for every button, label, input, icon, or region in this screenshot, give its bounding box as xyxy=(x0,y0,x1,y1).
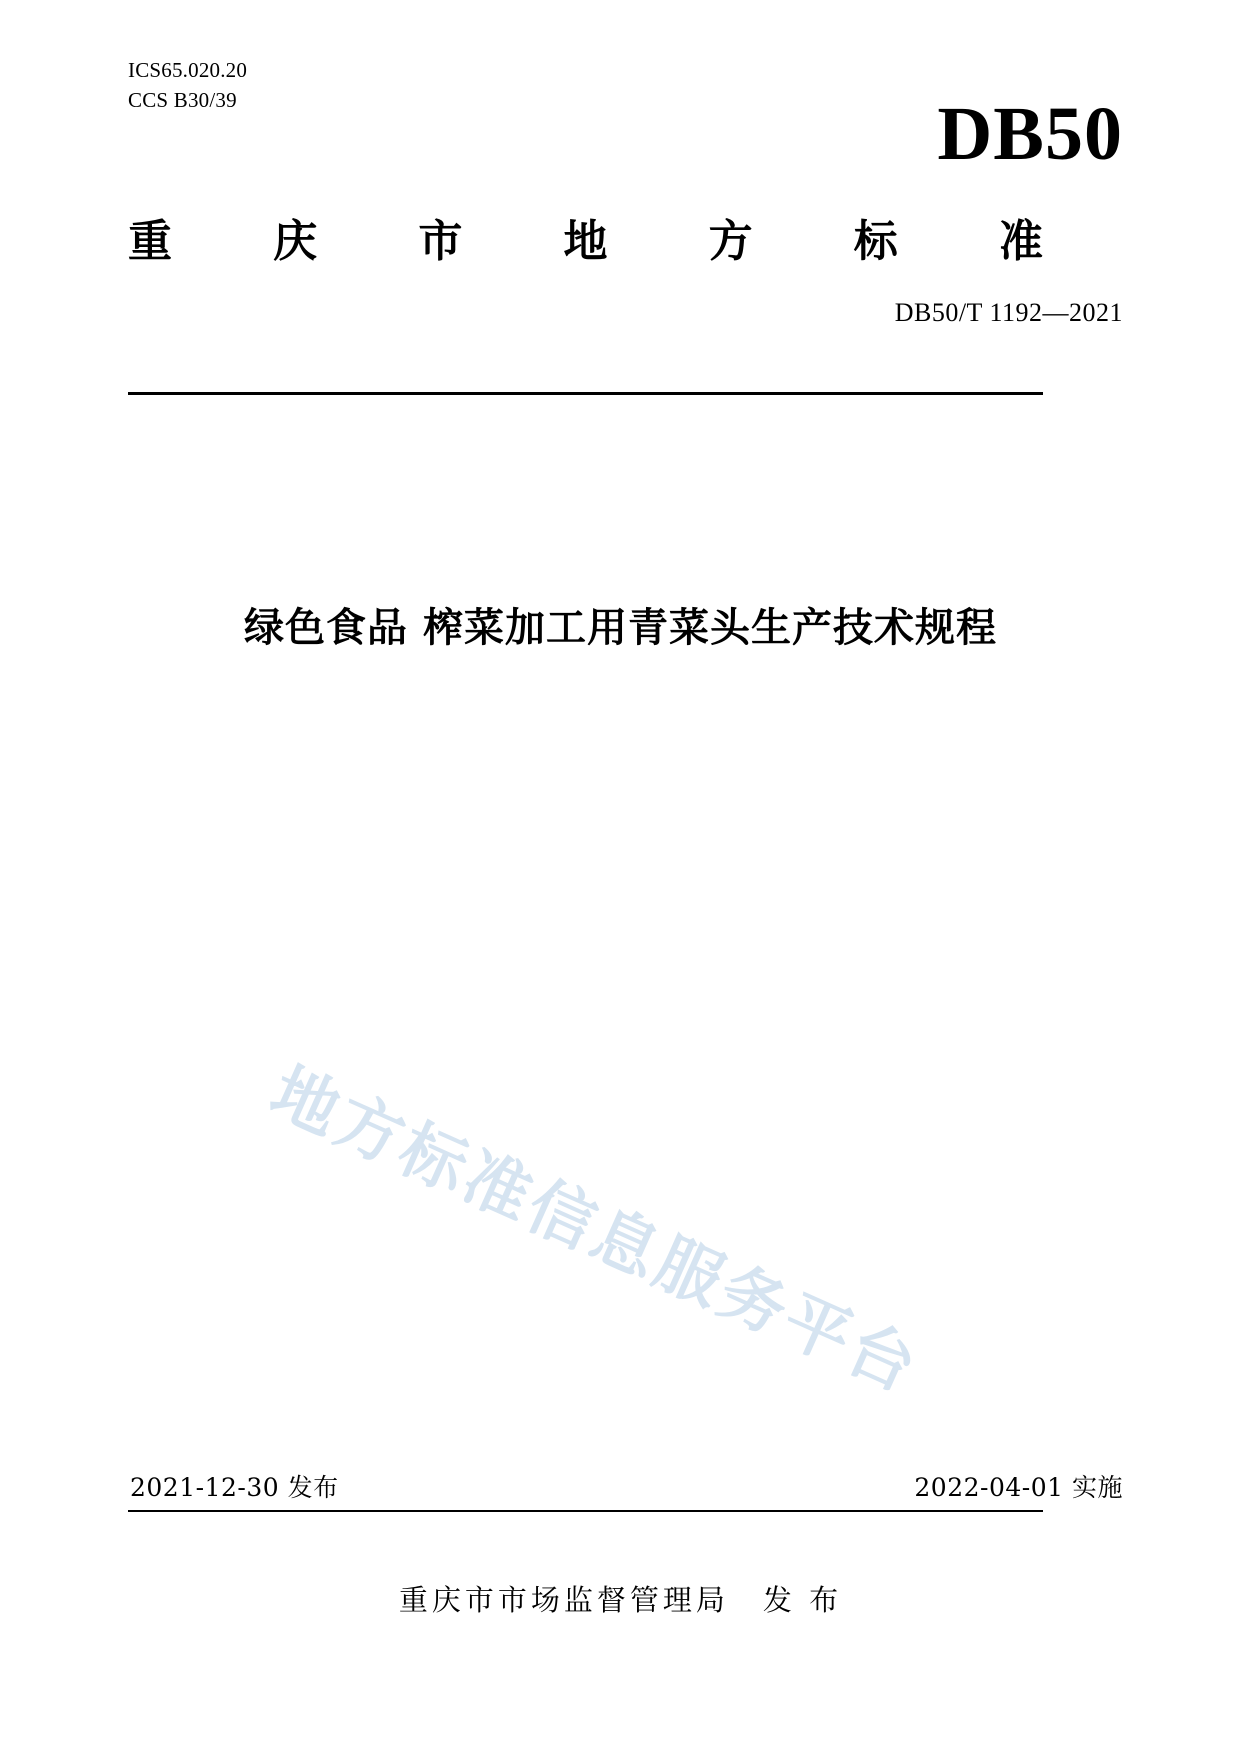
ccs-code: CCS B30/39 xyxy=(128,88,237,113)
standard-number: DB50/T 1192—2021 xyxy=(894,298,1123,327)
watermark-text: 地方标准信息服务平台 xyxy=(259,1051,932,1408)
publish-label: 发 布 xyxy=(762,1583,843,1617)
watermark xyxy=(250,905,950,1408)
db50-logo: DB50 xyxy=(937,92,1123,176)
standard-type-title xyxy=(128,205,1043,269)
issuer-block xyxy=(0,1578,1241,1619)
effective-date: 2022-04-01 实施 xyxy=(914,1473,1123,1502)
page-title: 绿色食品 榨菜加工用青菜头生产技术规程 xyxy=(244,604,997,651)
std-char-3: 地 xyxy=(563,216,608,267)
header-divider xyxy=(128,392,1043,395)
ics-code: ICS65.020.20 xyxy=(128,58,248,82)
std-char-0: 重 xyxy=(128,216,172,267)
issuer-name: 重庆市市场监督管理局 xyxy=(398,1583,729,1617)
std-char-2: 市 xyxy=(418,216,463,267)
ics-classification-block xyxy=(128,55,247,116)
footer-divider xyxy=(128,1510,1043,1512)
issue-date: 2021-12-30 发布 xyxy=(130,1473,339,1502)
std-char-5: 标 xyxy=(853,216,898,267)
std-char-6: 准 xyxy=(998,216,1043,267)
std-char-4: 方 xyxy=(708,216,753,267)
std-char-1: 庆 xyxy=(273,216,318,267)
